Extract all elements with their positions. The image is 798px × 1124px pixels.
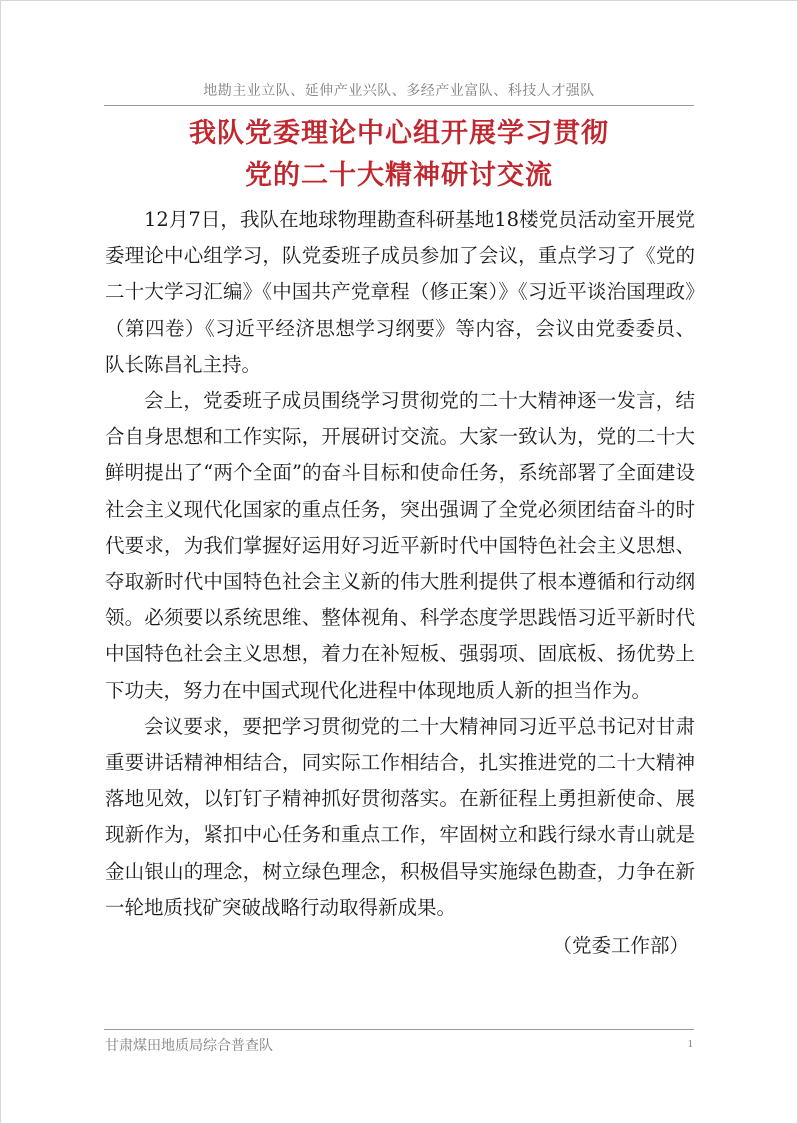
paragraph-3: 会议要求，要把学习贯彻党的二十大精神同习近平总书记对甘肃重要讲话精神相结合，同实际工作相结合，扎实推进党的二十大精神落地见效，以钉钉子精神抓好贯彻落实。在新征程上勇担新使命、展现新作为，紧扣中心任务和重点工作，牢固树立和践行绿水青山就是金山银山的理念，树立绿色理念，积极倡导实施绿色勘查，力争在新一轮地质找矿突破战略行动取得新成果。	[105, 714, 695, 919]
signature: （党委工作部）	[552, 934, 689, 958]
paragraph-2: 会上，党委班子成员围绕学习贯彻党的二十大精神逐一发言，结合自身思想和工作实际，开展研讨交流。大家一致认为，党的二十大鲜明提出了“两个全面”的奋斗目标和使命任务，系统部署了全面建设社会主义现代化国家的重点任务，突出强调了全党必须团结奋斗的时代要求，为我们掌握好运用好习近平新时代中国特色社会主义思想、夺取新时代中国特色社会主义新的伟大胜利提供了根本遵循和行动纲领。必须要以系统思维、整体视角、科学态度学思践悟习近平新时代中国特色社会主义思想，着力在补短板、强弱项、固底板、扬优势上下功夫，努力在中国式现代化进程中体现地质人新的担当作为。	[105, 389, 695, 702]
document-title	[1, 113, 797, 197]
page-number: 1	[687, 1038, 693, 1050]
header-motto: 地勘主业立队、延伸产业兴队、多经产业富队、科技人才强队	[203, 83, 595, 99]
paragraph-1: 12月7日，我队在地球物理勘查科研基地18楼党员活动室开展党委理论中心组学习，队党委班子成员参加了会议，重点学习了《党的二十大学习汇编》《中国共产党章程（修正案）》《习近平谈治国理政》（第四卷）《习近平经济思想学习纲要》等内容，会议由党委委员、队长陈昌礼主持。	[105, 208, 695, 376]
footer-divider	[104, 1029, 694, 1030]
article-body	[105, 202, 695, 964]
header-divider	[104, 105, 694, 106]
footer-organization: 甘肃煤田地质局综合普查队	[105, 1038, 273, 1054]
title-line-1: 我队党委理论中心组开展学习贯彻	[189, 118, 609, 149]
title-line-2: 党的二十大精神研讨交流	[245, 160, 553, 191]
